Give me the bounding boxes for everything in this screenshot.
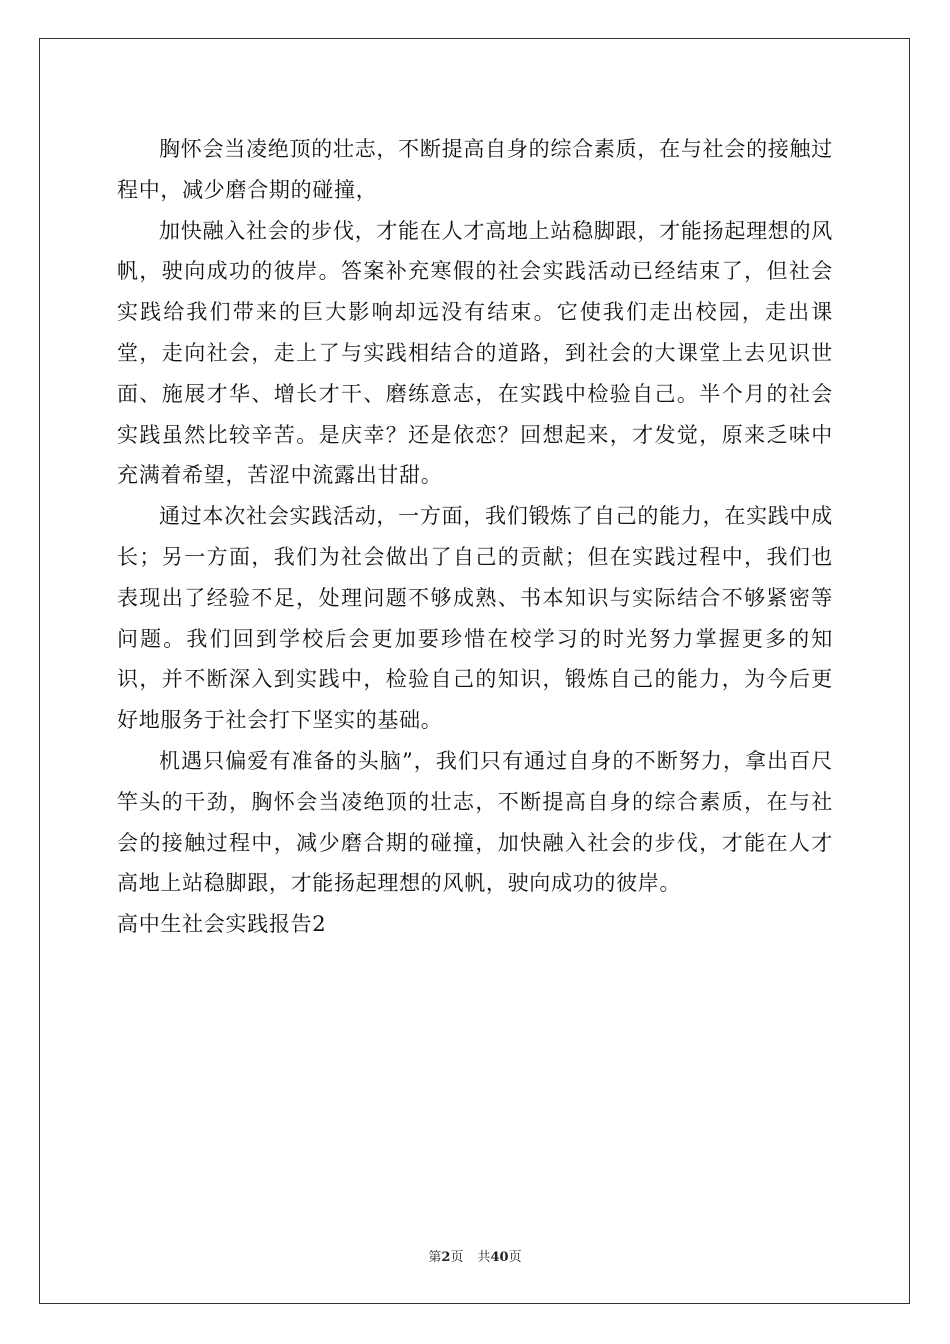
paragraph: 通过本次社会实践活动，一方面，我们锻炼了自己的能力，在实践中成长；另一方面，我们为社会做出了自己的贡献；但在实践过程中，我们也表现出了经验不足，处理问题不够成熟、书本知识与实际结合不够紧密等问题。我们回到学校后会更加要珍惜在校学习的时光努力掌握更多的知识，并不断深入到实践中，检验自己的知识，锻炼自己的能力，为今后更好地服务于社会打下坚实的基础。 xyxy=(117,504,833,733)
total-suffix: 页 xyxy=(508,1250,522,1265)
paragraph: 胸怀会当凌绝顶的壮志，不断提高自身的综合素质，在与社会的接触过程中，减少磨合期的碰撞， xyxy=(117,137,833,202)
page-current: 2 xyxy=(441,1250,451,1265)
total-prefix: 共 xyxy=(477,1250,491,1265)
page-suffix: 页 xyxy=(450,1250,464,1265)
paragraph: 机遇只偏爱有准备的头脑”，我们只有通过自身的不断努力，拿出百尺竿头的干劲，胸怀会当凌绝顶的壮志，不断提高自身的综合素质，在与社会的接触过程中，减少磨合期的碰撞，加快融入社会的步伐，才能在人才高地上站稳脚跟，才能扬起理想的风帆，驶向成功的彼岸。 xyxy=(117,748,833,896)
section-heading: 高中生社会实践报告2 xyxy=(117,912,327,937)
paragraph: 加快融入社会的步伐，才能在人才高地上站稳脚跟，才能扬起理想的风帆，驶向成功的彼岸。答案补充寒假的社会实践活动已经结束了，但社会实践给我们带来的巨大影响却远没有结束。它使我们走出校园，走出课堂，走向社会，走上了与实践相结合的道路，到社会的大课堂上去见识世面、施展才华、增长才干、磨练意志，在实践中检验自己。半个月的社会实践虽然比较辛苦。是庆幸？还是依恋？回想起来，才发觉，原来乏味中充满着希望，苦涩中流露出甘甜。 xyxy=(117,218,833,488)
page-prefix: 第 xyxy=(428,1250,442,1265)
page-footer xyxy=(0,1246,950,1265)
page-total: 40 xyxy=(490,1250,509,1265)
document-body xyxy=(117,129,833,945)
